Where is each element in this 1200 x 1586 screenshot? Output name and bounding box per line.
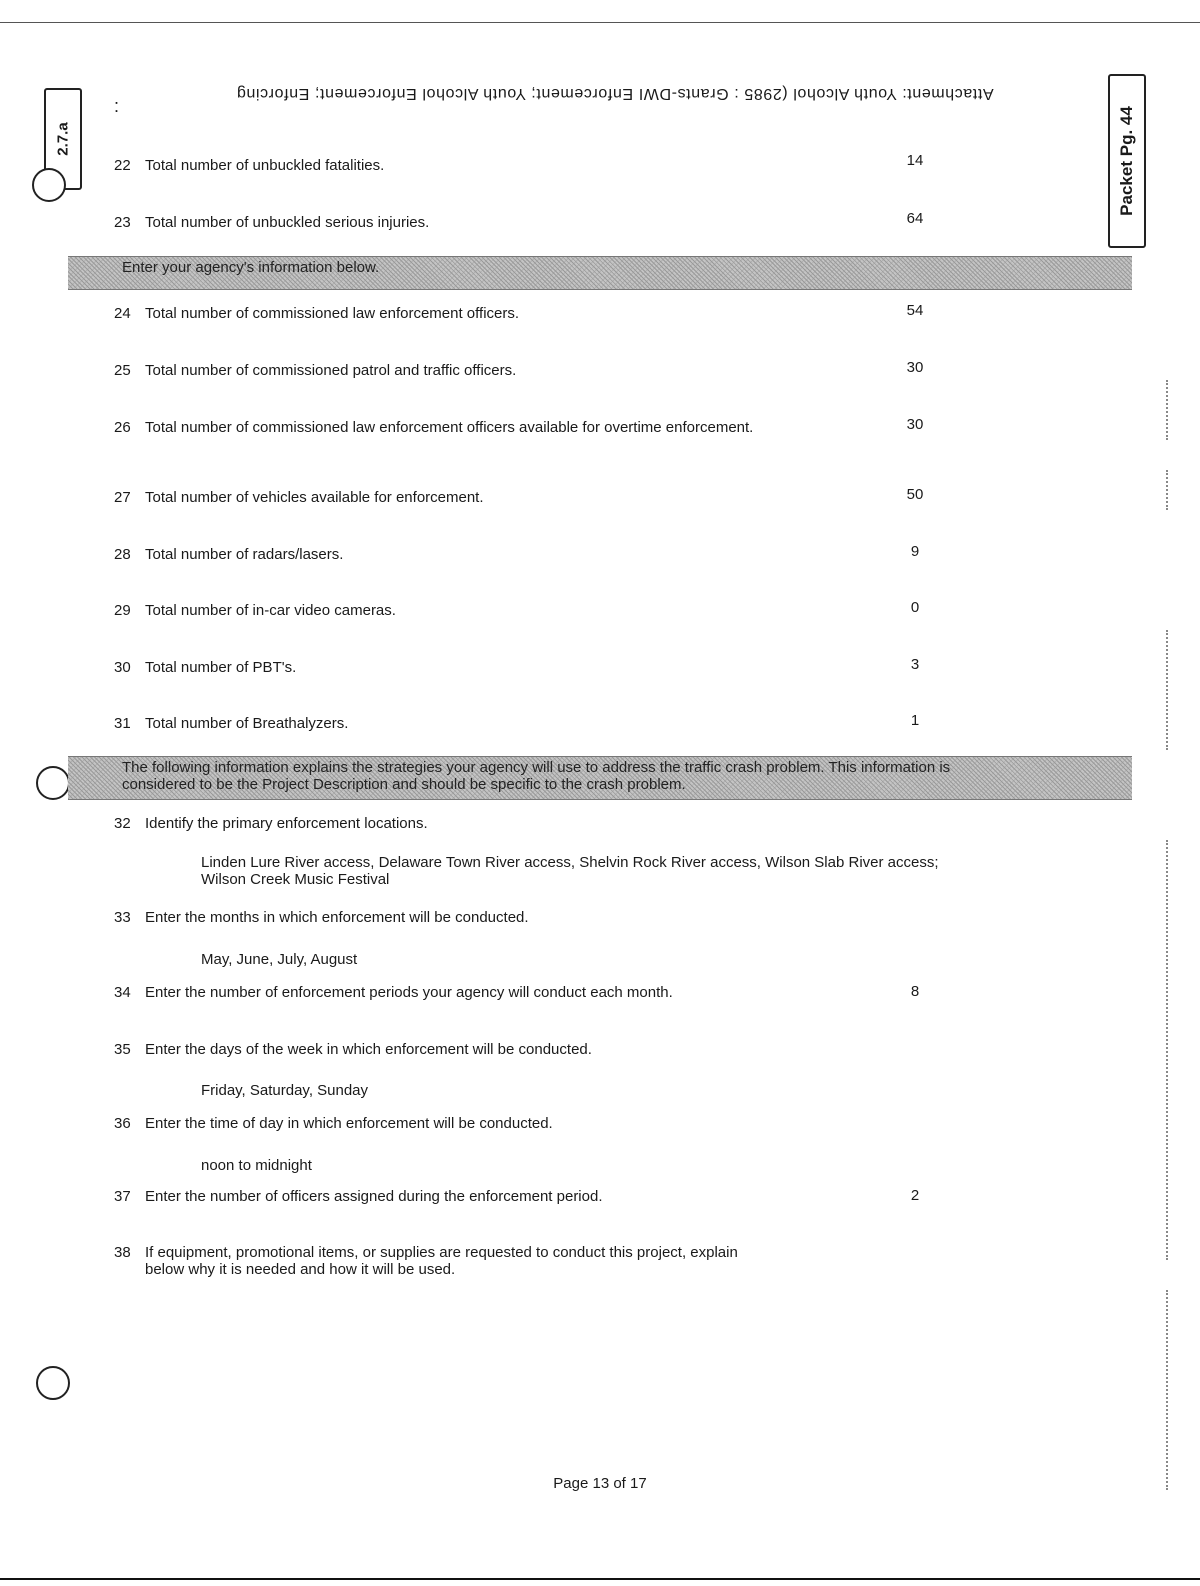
- punch-hole-icon: [36, 766, 70, 800]
- question-text: Total number of commissioned patrol and traffic officers.: [145, 362, 517, 379]
- response-text: Linden Lure River access, Delaware Town River access, Shelvin Rock River access, Wilson Slab River access; Wilson Creek Music Festival: [201, 854, 939, 888]
- question-text: Total number of radars/lasers.: [145, 546, 344, 563]
- question-text: Total number of Breathalyzers.: [145, 715, 349, 732]
- question-number: 30: [114, 659, 131, 676]
- question-number: 24: [114, 305, 131, 322]
- question-text: Total number of PBT's.: [145, 659, 297, 676]
- packet-page-label: Packet Pg. 44: [1117, 106, 1136, 216]
- question-text: Enter the number of officers assigned during the enforcement period.: [145, 1188, 603, 1205]
- question-text: Enter the months in which enforcement will be conducted.: [145, 909, 529, 926]
- question-number: 23: [114, 214, 131, 231]
- scan-artifact: [1166, 840, 1171, 1260]
- scan-artifact: [1166, 630, 1171, 750]
- question-number: 38: [114, 1244, 131, 1261]
- scan-artifact: [1166, 470, 1171, 510]
- question-text: Enter the number of enforcement periods your agency will conduct each month.: [145, 984, 673, 1001]
- section-band-text: Enter your agency's information below.: [122, 259, 380, 276]
- question-text: Identify the primary enforcement locations.: [145, 815, 428, 832]
- question-text: Total number of unbuckled serious injuries.: [145, 214, 430, 231]
- question-text: Enter the days of the week in which enforcement will be conducted.: [145, 1041, 592, 1058]
- top-border: [0, 22, 1200, 23]
- question-number: 35: [114, 1041, 131, 1058]
- scan-artifact: [1166, 1290, 1171, 1490]
- attachment-header: Attachment: Youth Alcohol (2985 : Grants-DWI Enforcement; Youth Alcohol Enforcement; Enforcing: [236, 85, 994, 102]
- page-number: Page 13 of 17: [553, 1475, 647, 1492]
- answer-value: 0: [910, 599, 920, 616]
- item-tab-label: 2.7.a: [54, 122, 72, 156]
- question-number: 36: [114, 1115, 131, 1132]
- answer-value: 3: [910, 656, 920, 673]
- question-text: Total number of unbuckled fatalities.: [145, 157, 385, 174]
- response-text: Friday, Saturday, Sunday: [201, 1082, 369, 1099]
- section-band: [68, 256, 1132, 290]
- question-number: 26: [114, 419, 131, 436]
- question-number: 37: [114, 1188, 131, 1205]
- answer-value: 64: [906, 210, 924, 227]
- question-number: 22: [114, 157, 131, 174]
- colon-mark: :: [114, 96, 120, 116]
- answer-value: 50: [906, 486, 924, 503]
- question-number: 31: [114, 715, 131, 732]
- question-number: 28: [114, 546, 131, 563]
- question-text: If equipment, promotional items, or supplies are requested to conduct this project, explain below why it is needed and how it will be used.: [145, 1244, 738, 1278]
- response-text: noon to midnight: [201, 1157, 312, 1174]
- question-text: Enter the time of day in which enforcement will be conducted.: [145, 1115, 553, 1132]
- answer-value: 54: [906, 302, 924, 319]
- response-text: May, June, July, August: [201, 951, 358, 968]
- question-text: Total number of in-car video cameras.: [145, 602, 396, 619]
- answer-value: 9: [910, 543, 920, 560]
- question-number: 33: [114, 909, 131, 926]
- answer-value: 30: [906, 359, 924, 376]
- question-number: 32: [114, 815, 131, 832]
- question-text: Total number of commissioned law enforcement officers available for overtime enforcement.: [145, 419, 754, 436]
- section-band-text: The following information explains the strategies your agency will use to address the traffic crash problem. This information is considered to be the Project Description and should be specific to the crash problem.: [122, 759, 951, 793]
- question-number: 27: [114, 489, 131, 506]
- answer-value: 1: [910, 712, 920, 729]
- question-text: Total number of vehicles available for enforcement.: [145, 489, 484, 506]
- packet-page-tab: [1108, 74, 1146, 248]
- section-band: [68, 756, 1132, 800]
- answer-value: 14: [906, 152, 924, 169]
- question-number: 34: [114, 984, 131, 1001]
- punch-hole-icon: [32, 168, 66, 202]
- answer-value: 30: [906, 416, 924, 433]
- punch-hole-icon: [36, 1366, 70, 1400]
- scan-artifact: [1166, 380, 1171, 440]
- question-number: 29: [114, 602, 131, 619]
- answer-value: 8: [910, 983, 920, 1000]
- bottom-border: [0, 1578, 1200, 1580]
- answer-value: 2: [910, 1187, 920, 1204]
- question-text: Total number of commissioned law enforcement officers.: [145, 305, 520, 322]
- question-number: 25: [114, 362, 131, 379]
